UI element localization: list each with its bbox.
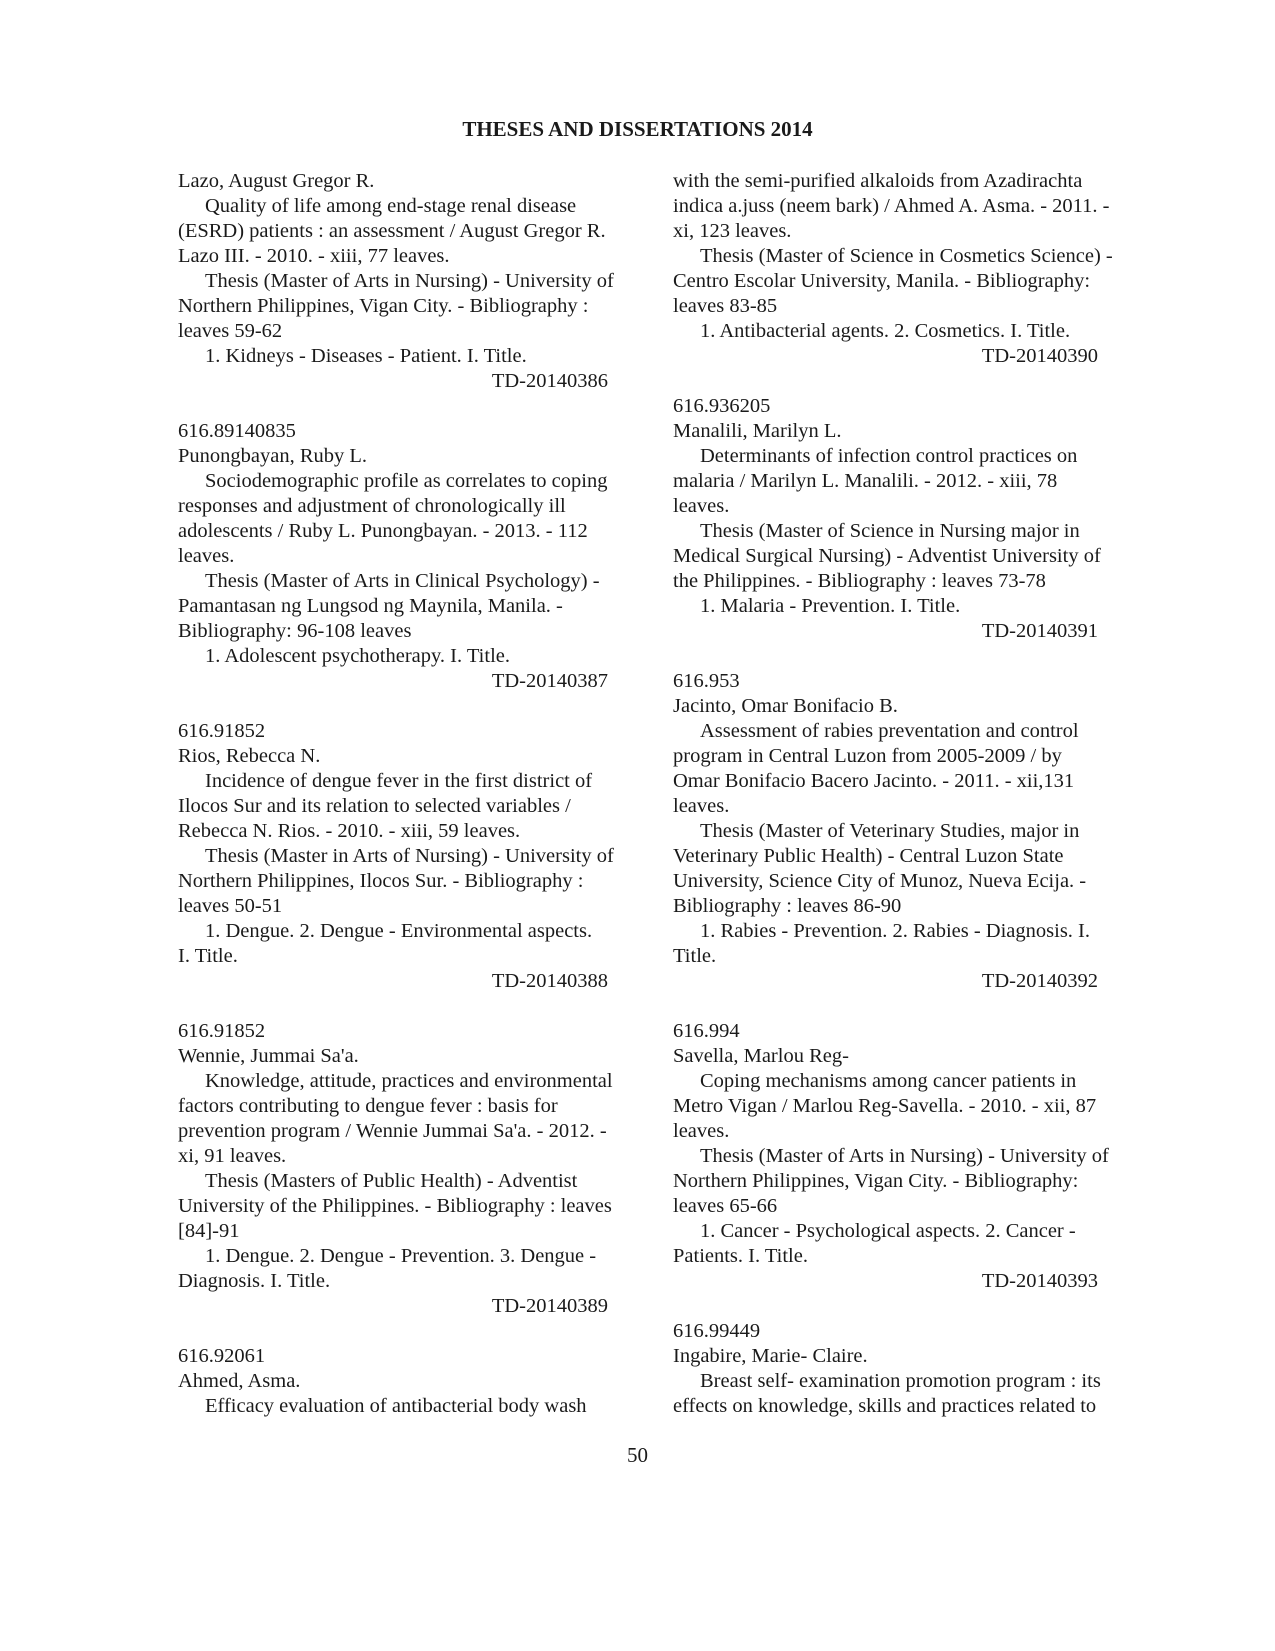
thesis-note-line: Thesis (Master of Science in Cosmetics Science) - bbox=[700, 245, 1113, 267]
thesis-note-line: Medical Surgical Nursing) - Adventist University of bbox=[673, 545, 1101, 567]
subject-line: 1. Dengue. 2. Dengue - Prevention. 3. Dengue - bbox=[205, 1245, 597, 1267]
thesis-note-line: Pamantasan ng Lungsod ng Maynila, Manila. - bbox=[178, 595, 563, 617]
subject-line: 1. Kidneys - Diseases - Patient. I. Title. bbox=[205, 345, 527, 367]
title-line: Metro Vigan / Marlou Reg-Savella. - 2010. - xii, 87 bbox=[673, 1095, 1097, 1117]
title-line: leaves. bbox=[178, 545, 235, 567]
entry-gap bbox=[673, 994, 1148, 1019]
thesis-note-line: Northern Philippines, Ilocos Sur. - Bibliography : bbox=[178, 870, 584, 892]
subject-line: 1. Malaria - Prevention. I. Title. bbox=[700, 595, 961, 617]
subject-line: 1. Rabies - Prevention. 2. Rabies - Diagnosis. I. bbox=[700, 920, 1091, 942]
thesis-note-line: Thesis (Master of Arts in Nursing) - University of bbox=[205, 270, 614, 292]
title-line: Quality of life among end-stage renal disease bbox=[205, 195, 577, 217]
title-line: Rebecca N. Rios. - 2010. - xiii, 59 leaves. bbox=[178, 820, 521, 842]
entry-gap bbox=[673, 644, 1148, 669]
title-line: Lazo III. - 2010. - xiii, 77 leaves. bbox=[178, 245, 450, 267]
title-line: xi, 91 leaves. bbox=[178, 1145, 287, 1167]
page-number: 50 bbox=[627, 1443, 648, 1467]
left-column bbox=[178, 169, 658, 1419]
call-number: 616.99449 bbox=[673, 1320, 761, 1342]
thesis-note-line: Thesis (Master of Veterinary Studies, major in bbox=[700, 820, 1080, 842]
entry-gap bbox=[178, 1319, 658, 1344]
thesis-note-line: leaves 59-62 bbox=[178, 320, 283, 342]
title-line: Coping mechanisms among cancer patients in bbox=[700, 1070, 1077, 1092]
author-line: Ingabire, Marie- Claire. bbox=[673, 1345, 868, 1367]
thesis-note-line: Centro Escolar University, Manila. - Bibliography: bbox=[673, 270, 1091, 292]
thesis-note-line: Bibliography: 96-108 leaves bbox=[178, 620, 412, 642]
thesis-note-line: Bibliography : leaves 86-90 bbox=[673, 895, 902, 917]
title-line: Determinants of infection control practices on bbox=[700, 445, 1078, 467]
title-line: prevention program / Wennie Jummai Sa'a. - 2012. - bbox=[178, 1120, 607, 1142]
accession-number: TD-20140386 bbox=[491, 370, 608, 392]
thesis-note-line: Thesis (Master of Arts in Clinical Psychology) - bbox=[205, 570, 600, 592]
author-line: Wennie, Jummai Sa'a. bbox=[178, 1045, 359, 1067]
title-line: factors contributing to dengue fever : basis for bbox=[178, 1095, 558, 1117]
entry-gap bbox=[673, 369, 1148, 394]
thesis-note-line: the Philippines. - Bibliography : leaves 73-78 bbox=[673, 570, 1046, 592]
title-line: Assessment of rabies preventation and control bbox=[700, 720, 1079, 742]
title-line: Knowledge, attitude, practices and environmental bbox=[205, 1070, 613, 1092]
title-line: effects on knowledge, skills and practices related to bbox=[673, 1395, 1097, 1417]
subject-line: 1. Cancer - Psychological aspects. 2. Cancer - bbox=[700, 1220, 1076, 1242]
accession-number: TD-20140390 bbox=[981, 345, 1098, 367]
call-number: 616.936205 bbox=[673, 395, 771, 417]
accession-number: TD-20140389 bbox=[491, 1295, 608, 1317]
accession-number: TD-20140391 bbox=[981, 620, 1098, 642]
subject-line: Title. bbox=[673, 945, 717, 967]
title-line: Ilocos Sur and its relation to selected variables / bbox=[178, 795, 571, 817]
title-line: program in Central Luzon from 2005-2009 / by bbox=[673, 745, 1062, 767]
author-line: Lazo, August Gregor R. bbox=[178, 170, 375, 192]
author-line: Punongbayan, Ruby L. bbox=[178, 445, 368, 467]
title-line: malaria / Marilyn L. Manalili. - 2012. - xiii, 78 bbox=[673, 470, 1058, 492]
thesis-note-line: Thesis (Master of Arts in Nursing) - University of bbox=[700, 1145, 1109, 1167]
title-line: Efficacy evaluation of antibacterial body wash bbox=[205, 1395, 587, 1417]
title-line: (ESRD) patients : an assessment / August Gregor R. bbox=[178, 220, 606, 242]
subject-line: 1. Dengue. 2. Dengue - Environmental aspects. bbox=[205, 920, 593, 942]
thesis-note-line: Thesis (Masters of Public Health) - Adventist bbox=[205, 1170, 578, 1192]
title-line: Incidence of dengue fever in the first district of bbox=[205, 770, 593, 792]
title-line: leaves. bbox=[673, 495, 730, 517]
subject-line: I. Title. bbox=[178, 945, 238, 967]
title-line: leaves. bbox=[673, 1120, 730, 1142]
thesis-note-line: Thesis (Master of Science in Nursing major in bbox=[700, 520, 1080, 542]
call-number: 616.91852 bbox=[178, 1020, 266, 1042]
accession-number: TD-20140393 bbox=[981, 1270, 1098, 1292]
title-line: responses and adjustment of chronologically ill bbox=[178, 495, 566, 517]
thesis-note-line: Veterinary Public Health) - Central Luzon State bbox=[673, 845, 1064, 867]
author-line: Rios, Rebecca N. bbox=[178, 745, 321, 767]
entry-gap bbox=[178, 694, 658, 719]
subject-line: 1. Adolescent psychotherapy. I. Title. bbox=[205, 645, 510, 667]
subject-line: 1. Antibacterial agents. 2. Cosmetics. I. Title. bbox=[700, 320, 1071, 342]
thesis-note-line: leaves 50-51 bbox=[178, 895, 283, 917]
thesis-note-line: Northern Philippines, Vigan City. - Bibliography: bbox=[673, 1170, 1079, 1192]
title-line: Breast self- examination promotion program : its bbox=[700, 1370, 1101, 1392]
call-number: 616.92061 bbox=[178, 1345, 266, 1367]
entry-gap bbox=[673, 1294, 1148, 1319]
entry-gap bbox=[178, 394, 658, 419]
title-line: leaves. bbox=[673, 795, 730, 817]
title-line: adolescents / Ruby L. Punongbayan. - 2013. - 112 bbox=[178, 520, 588, 542]
title-line: Omar Bonifacio Bacero Jacinto. - 2011. - xii,131 bbox=[673, 770, 1075, 792]
call-number: 616.953 bbox=[673, 670, 740, 692]
author-line: Manalili, Marilyn L. bbox=[673, 420, 842, 442]
call-number: 616.91852 bbox=[178, 720, 266, 742]
thesis-note-line: Thesis (Master in Arts of Nursing) - University of bbox=[205, 845, 614, 867]
accession-number: TD-20140388 bbox=[491, 970, 608, 992]
subject-line: Patients. I. Title. bbox=[673, 1245, 808, 1267]
author-line: Jacinto, Omar Bonifacio B. bbox=[673, 695, 898, 717]
thesis-note-line: University, Science City of Munoz, Nueva Ecija. - bbox=[673, 870, 1087, 892]
accession-number: TD-20140387 bbox=[491, 670, 608, 692]
title-line: with the semi-purified alkaloids from Azadirachta bbox=[673, 170, 1083, 192]
thesis-note-line: [84]-91 bbox=[178, 1220, 240, 1242]
entry-gap bbox=[178, 994, 658, 1019]
thesis-note-line: Northern Philippines, Vigan City. - Bibliography : bbox=[178, 295, 589, 317]
thesis-note-line: leaves 83-85 bbox=[673, 295, 778, 317]
title-line: xi, 123 leaves. bbox=[673, 220, 792, 242]
accession-number: TD-20140392 bbox=[981, 970, 1098, 992]
right-column bbox=[673, 169, 1148, 1419]
thesis-note-line: leaves 65-66 bbox=[673, 1195, 778, 1217]
title-line: indica a.juss (neem bark) / Ahmed A. Asma. - 2011. - bbox=[673, 195, 1110, 217]
title-line: Sociodemographic profile as correlates to coping bbox=[205, 470, 608, 492]
subject-line: Diagnosis. I. Title. bbox=[178, 1270, 331, 1292]
page-title: THESES AND DISSERTATIONS 2014 bbox=[462, 117, 813, 141]
author-line: Savella, Marlou Reg- bbox=[673, 1045, 849, 1067]
thesis-note-line: University of the Philippines. - Bibliography : leaves bbox=[178, 1195, 612, 1217]
call-number: 616.89140835 bbox=[178, 420, 296, 442]
author-line: Ahmed, Asma. bbox=[178, 1370, 301, 1392]
call-number: 616.994 bbox=[673, 1020, 740, 1042]
